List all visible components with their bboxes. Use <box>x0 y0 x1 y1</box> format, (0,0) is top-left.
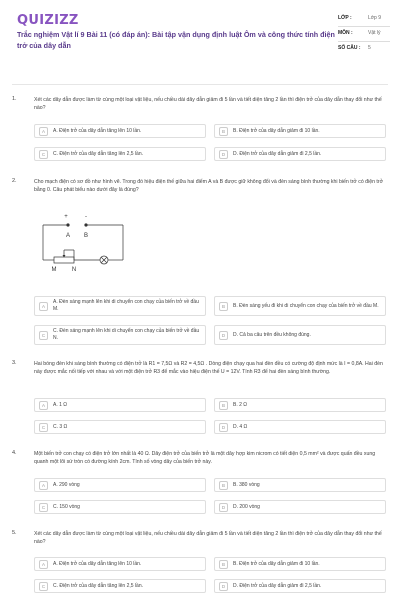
option-text: B. 2 Ω <box>233 401 248 408</box>
option-b[interactable] <box>214 296 386 316</box>
option-text: A. Điện trở của dây dẫn tăng lên 10 lần. <box>53 560 142 567</box>
question-number: 5. <box>12 530 17 536</box>
label-b: B <box>83 233 89 239</box>
option-text: B. Đèn sáng yếu đi khi di chuyển con chạy của biến trở về đầu M. <box>233 302 379 309</box>
worksheet-title: Trắc nghiệm Vật lí 9 Bài 11 (có đáp án): Bài tập vận dụng định luật Ôm và công thức tính điện trở của dây dẫn <box>17 30 335 50</box>
meta-value: Vật lý <box>368 30 381 36</box>
option-d[interactable] <box>214 325 386 345</box>
option-key: D <box>219 503 228 512</box>
option-text: D. 200 vòng <box>233 503 260 510</box>
terminal-b <box>84 223 87 226</box>
option-key: A <box>39 560 48 569</box>
option-b[interactable] <box>214 478 386 492</box>
meta-row-subject <box>338 27 390 42</box>
option-text: A. 290 vòng <box>53 481 80 488</box>
option-c[interactable] <box>34 325 206 345</box>
question-text: Xét các dây dẫn được làm từ cùng một loại vật liệu, nếu chiều dài dây dẫn giảm đi 5 lần và tiết diện tăng 2 lần thì điện trở của dây dẫn thay đổi như thế nào? <box>34 531 382 545</box>
question-number: 4. <box>12 450 17 456</box>
option-a[interactable] <box>34 478 206 492</box>
option-text: B. Điện trở của dây dẫn giảm đi 10 lần. <box>233 560 320 567</box>
label-a: A <box>65 233 71 239</box>
option-key: B <box>219 127 228 136</box>
meta-value: 5 <box>368 45 371 51</box>
terminal-a <box>66 223 69 226</box>
option-key: C <box>39 331 48 340</box>
meta-value: Lớp 9 <box>368 15 382 21</box>
option-key: B <box>219 401 228 410</box>
option-text: A. Đèn sáng mạnh lên khi di chuyển con chạy của biến trở về đầu M. <box>53 299 199 312</box>
option-key: C <box>39 503 48 512</box>
option-text: D. Điện trở của dây dẫn giảm đi 2,5 lần. <box>233 150 322 157</box>
question-number: 2. <box>12 178 17 184</box>
option-d[interactable] <box>214 500 386 514</box>
question-text: Hai bóng đèn khi sáng bình thường có điện trở là R1 = 7,5Ω và R2 = 4,5Ω . Dòng điện chạy qua hai đèn đều có cường độ định mức là I = 0,8A. Hai đèn này được mắc nối tiếp với nhau và với một điện trở R3 để mắc vào hiệu điện thế U = 12V. Tính R3 để hai đèn sáng bình thường. <box>34 361 383 375</box>
option-text: D. 4 Ω <box>233 423 248 430</box>
option-key: C <box>39 423 48 432</box>
meta-row-count <box>338 42 390 56</box>
question-number: 3. <box>12 360 17 366</box>
option-text: B. Điện trở của dây dẫn giảm đi 10 lần. <box>233 127 320 134</box>
option-text: C. 150 vòng <box>53 503 80 510</box>
option-d[interactable] <box>214 579 386 593</box>
meta-panel <box>338 12 390 56</box>
option-key: D <box>219 582 228 591</box>
question-text: Cho mạch điện có sơ đồ như hình vẽ. Trong đó hiệu điện thế giữa hai điểm A và B được giữ không đổi và đèn sáng bình thường khi biến trở có điện trở bằng 0. Câu phát biểu nào dưới đây là đúng? <box>34 179 383 193</box>
option-b[interactable] <box>214 557 386 571</box>
header-divider <box>12 84 388 85</box>
option-key: D <box>219 331 228 340</box>
option-key: A <box>39 302 48 311</box>
option-d[interactable] <box>214 420 386 434</box>
option-key: D <box>219 423 228 432</box>
option-text: C. 3 Ω <box>53 423 68 430</box>
option-c[interactable] <box>34 147 206 161</box>
meta-label: LỚP : <box>338 15 352 21</box>
meta-row-class <box>338 12 390 27</box>
option-key: A <box>39 401 48 410</box>
option-text: A. 1 Ω <box>53 401 68 408</box>
label-n: N <box>71 267 77 273</box>
option-c[interactable] <box>34 500 206 514</box>
option-text: A. Điện trở của dây dẫn tăng lên 10 lần. <box>53 127 142 134</box>
option-text: D. Cả ba câu trên đều không đúng. <box>233 331 311 338</box>
option-b[interactable] <box>214 124 386 138</box>
minus-label: - <box>85 214 87 220</box>
option-c[interactable] <box>34 579 206 593</box>
meta-label: MÔN : <box>338 30 353 36</box>
question-number: 1. <box>12 96 17 102</box>
option-d[interactable] <box>214 147 386 161</box>
option-a[interactable] <box>34 124 206 138</box>
option-text: C. Điện trở của dây dẫn tăng lên 2,5 lần. <box>53 582 143 589</box>
question-text: Xét các dây dẫn được làm từ cùng một loại vật liệu, nếu chiều dài dây dẫn giảm đi 5 lần và tiết diện tăng 2 lần thì điện trở của dây dẫn thay đổi như thế nào? <box>34 97 382 111</box>
option-c[interactable] <box>34 420 206 434</box>
option-key: D <box>219 150 228 159</box>
option-key: A <box>39 481 48 490</box>
option-key: A <box>39 127 48 136</box>
option-key: B <box>219 302 228 311</box>
option-text: D. Điện trở của dây dẫn giảm đi 2,5 lần. <box>233 582 322 589</box>
plus-label: + <box>64 214 68 220</box>
option-b[interactable] <box>214 398 386 412</box>
option-a[interactable] <box>34 296 206 316</box>
option-key: C <box>39 150 48 159</box>
label-m: M <box>51 267 57 273</box>
meta-label: SỐ CÂU : <box>338 45 361 51</box>
option-a[interactable] <box>34 557 206 571</box>
option-key: C <box>39 582 48 591</box>
option-a[interactable] <box>34 398 206 412</box>
question-text: Một biến trở con chạy có điện trở lớn nhất là 40 Ω. Dây điện trở của biến trở là một dây hợp kim nicrom có tiết diện 0,5 mm² và được quấn đều xung quanh một lõi sứ tròn có đường kính 2cm. Tính số vòng dây của biến trở này. <box>34 451 376 465</box>
quizizz-logo[interactable]: QUIZIZZ <box>17 13 79 28</box>
option-key: B <box>219 560 228 569</box>
option-text: C. Điện trở của dây dẫn tăng lên 2,5 lần. <box>53 150 143 157</box>
circuit-diagram <box>38 212 128 274</box>
option-text: C. Đèn sáng mạnh lên khi di chuyển con chạy của biến trở về đầu N. <box>53 328 200 341</box>
option-key: B <box>219 481 228 490</box>
option-text: B. 380 vòng <box>233 481 260 488</box>
